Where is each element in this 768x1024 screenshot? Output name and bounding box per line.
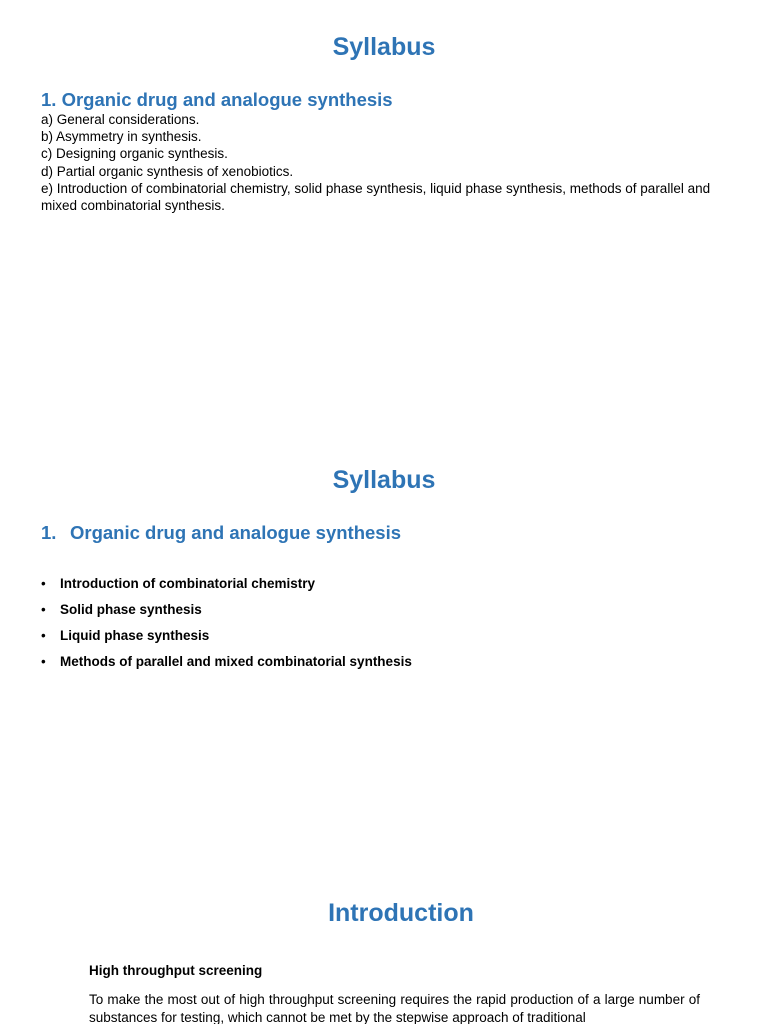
slide1-topic-list	[41, 111, 731, 214]
slide2-bullet-list	[41, 574, 412, 678]
list-item	[41, 574, 412, 600]
heading-text: Organic drug and analogue synthesis	[70, 522, 402, 543]
bullet-text: Solid phase synthesis	[60, 602, 202, 617]
heading-number: 1.	[41, 522, 57, 543]
bullet-text: Introduction of combinatorial chemistry	[60, 576, 316, 591]
slide2-title: Syllabus	[332, 466, 436, 494]
slide2-section-heading	[41, 522, 401, 544]
list-item: a) General considerations.	[41, 112, 200, 127]
bullet-text: Liquid phase synthesis	[60, 628, 210, 643]
bullet-icon: •	[41, 654, 46, 669]
bullet-icon: •	[41, 628, 46, 643]
list-item: d) Partial organic synthesis of xenobiotics.	[41, 163, 294, 179]
slide1-title: Syllabus	[332, 33, 436, 61]
bullet-icon: •	[41, 602, 46, 617]
slide3-subheading: High throughput screening	[89, 963, 263, 978]
list-item	[41, 626, 412, 652]
list-item	[41, 652, 412, 678]
slide1-section-heading: 1. Organic drug and analogue synthesis	[41, 89, 393, 110]
bullet-icon: •	[41, 576, 46, 591]
list-item: c) Designing organic synthesis.	[41, 146, 228, 162]
bullet-text: Methods of parallel and mixed combinatorial synthesis	[60, 654, 412, 669]
list-item	[41, 600, 412, 626]
slide3-title: Introduction	[328, 899, 474, 927]
slide3-paragraph: To make the most out of high throughput screening requires the rapid production of a large number of substances for testing, which cannot be met by the stepwise approach of traditional	[89, 992, 700, 1024]
list-item: e) Introduction of combinatorial chemistry, solid phase synthesis, liquid phase synthesis, methods of parallel and mixed combinatorial synthesis.	[41, 180, 711, 214]
list-item: b) Asymmetry in synthesis.	[41, 129, 202, 145]
